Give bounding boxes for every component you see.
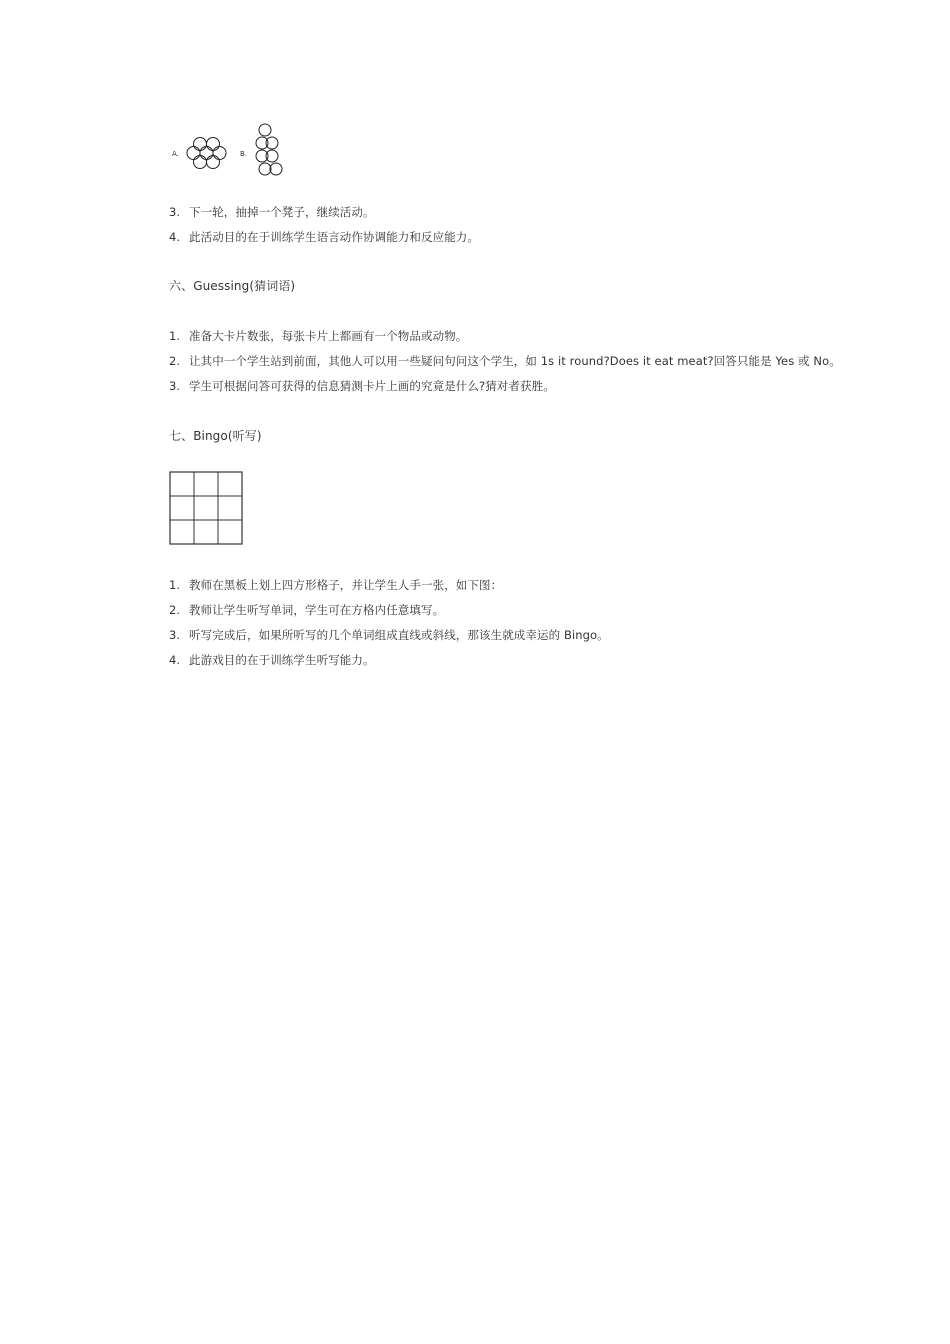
list-item: 3. 下一轮，抽掉一个凳子，继续活动。 — [169, 205, 375, 219]
circle-arrangement-figure — [168, 120, 298, 182]
list-item: 1. 准备大卡片数张，每张卡片上都画有一个物品或动物。 — [169, 329, 468, 343]
list-item: 2. 让其中一个学生站到前面，其他人可以用一些疑问句问这个学生，如 1s it round?Does it eat meat?回答只能是 Yes 或 No。 — [169, 354, 841, 368]
list-item: 4. 此游戏目的在于训练学生听写能力。 — [169, 653, 375, 667]
figure-label-a: A. — [172, 150, 179, 158]
bingo-grid-figure — [169, 471, 245, 547]
figure-b-circles — [256, 124, 282, 175]
list-item: 3. 听写完成后，如果所听写的几个单词组成直线或斜线，那该生就成幸运的 Bingo。 — [169, 628, 609, 642]
figure-a-circles — [187, 138, 226, 169]
list-item: 1. 教师在黑板上划上四方形格子，并让学生人手一张，如下图： — [169, 578, 503, 592]
list-item: 3. 学生可根据问答可获得的信息猜测卡片上画的究竟是什么?猜对者获胜。 — [169, 379, 555, 393]
section-heading-guessing: 六、Guessing(猜词语) — [169, 279, 296, 293]
section-heading-bingo: 七、Bingo(听写) — [169, 429, 262, 443]
figure-label-b: B. — [240, 150, 248, 158]
list-item: 4. 此活动目的在于训练学生语言动作协调能力和反应能力。 — [169, 230, 479, 244]
list-item: 2. 教师让学生听写单词，学生可在方格内任意填写。 — [169, 603, 445, 617]
